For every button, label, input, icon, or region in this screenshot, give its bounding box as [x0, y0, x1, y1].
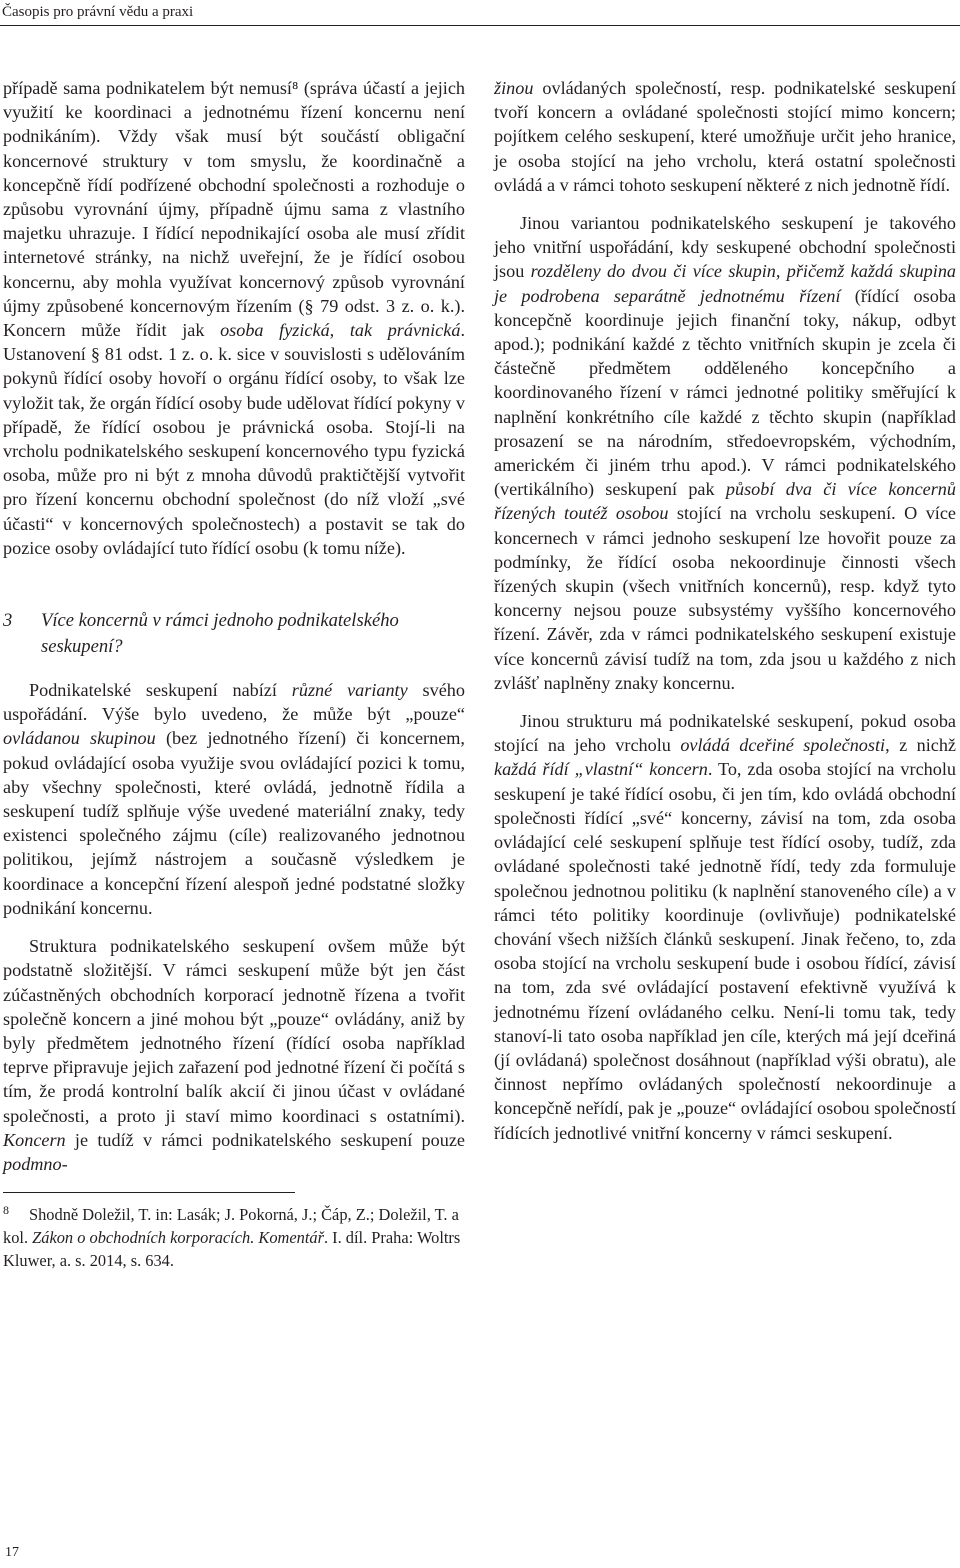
section-heading [3, 608, 465, 660]
paragraph-text: stojící na vrcholu seskupení. O více koncernech v rámci jednoho seskupení lze hovořit pouze za podmínky, že řídící osoba nekoordinuje činnosti všech řízených skupin (všech vnitřních koncernů), resp. když tyto koncerny nejsou pouze subsystémy vyššího koncernového řízení. Závěr, zda v rámci podnikatelského seskupení existuje více koncernů závisí tudíž na tom, zda jsou u každého z nich zvlášť naplněny znaky koncernu. [494, 503, 956, 693]
footnote-text: Shodně Doležil, T. in: Lasák; J. Pokorná, J.; Čáp, Z.; Doležil, T. a kol. [3, 1205, 459, 1248]
paragraph-italic: osoba fyzická, tak právnická [220, 320, 461, 341]
footnote-text: . I. díl. Praha: Woltrs Kluwer, a. s. 2014, s. 634. [3, 1228, 461, 1271]
paragraph-text: je tudíž v rámci podnikatelského seskupení pouze [65, 1129, 465, 1150]
paragraph-text: svého uspořádání. Výše bylo uvedeno, že může být „pouze“ [3, 680, 465, 725]
paragraph-text: . To, zda osoba stojící na vrcholu seskupení je také řídící osobu, či jen tím, kdo ovládá obchodní společnosti řídící „své“ koncerny, závisí na tom, zda osoba ovládající celé seskupení splňuje test řídící osoby, tudíž, zda ovládané společnosti také jednotně řídí, tedy zda formuluje společnou jednotnou politiku (k naplnění stanoveného cíle) a v rámci této politiky koordinuje (ovlivňuje) podnikatelské chování všech nižších článků seskupení. Jinak řečeno, to, zda osoba stojící na vrcholu seskupení bude i osobou řídící, závisí na tom, zda své ovládající postavení efektivně využívá k jednotnému řízení ovládaného celku. Není-li tomu tak, tedy stanoví-li tato osoba například jen cíle, kterých má její dceřiná (jí ovládaná) společnost dosáhnout (například výši obratu), ale činnost nepřímo ovládaných společností nekoordinuje a koncepčně neřídí, pak je „pouze“ ovládající osobou společností řídících jednotlivé vnitřní koncerny v rámci seskupení. [494, 759, 956, 1143]
paragraph [3, 678, 465, 920]
paragraph [494, 709, 956, 1145]
paragraph-italic: působí dva či více koncernů řízených toutéž osobou [494, 479, 956, 524]
paragraph-text: , z nichž [885, 735, 957, 756]
paragraph-italic: každá řídí „vlastní“ koncern [494, 759, 708, 780]
footnote-italic: Zákon o obchodních korporacích. Komentář [32, 1228, 324, 1248]
paragraph-text: případě sama podnikatelem být nemusí⁸ (správa účastí a jejich využití ke koordinaci a jednotnému řízení koncernu není podnikáním). Vždy však musí být součástí obligační koncernové struktury v tom smyslu, že koordinačně a koncepčně řídí podřízené obchodní společnosti a rozhoduje o způsobu vyrovnání újmy, případně újmu sama z vlastního majetku uhrazuje. I řídící nepodnikající osoba ale musí zřídit internetové stránky, na nichž uveřejní, že je řídící osobou koncernu, aby mohla využívat koncernový způsob vyrovnání újmy způsobené koncernovým řízením (§ 79 odst. 3 z. o. k.). Koncern může řídit jak [3, 78, 465, 341]
paragraph-text: Jinou variantou podnikatelského seskupení je takového jeho vnitřní uspořádání, kdy seskupené obchodní společnosti jsou [494, 213, 956, 282]
paragraph-text: Jinou strukturu má podnikatelské seskupení, pokud osoba stojící na jeho vrcholu [494, 711, 956, 756]
paragraph-text: Podnikatelské seskupení nabízí [29, 680, 292, 701]
section-title: Více koncernů v rámci jednoho podnikatelského seskupení? [41, 610, 399, 658]
paragraph-italic: rozděleny do dvou či více skupin, přičemž každá skupina je podrobena separátně jednotnému řízení [494, 261, 957, 306]
paragraph [494, 211, 956, 695]
paragraph-italic: ovládá dceřiné společnosti [680, 735, 886, 756]
paragraph-text: (řídící osoba koncepčně koordinuje jejich finanční toky, nákup, odbyt apod.); podnikání každé z těchto vnitřních skupin je zcela či částečně předmětem odděleného koncepčního a koordinovaného řízení v rámci jednotné politiky směřující k naplnění konkrétního cíle každé z těchto skupin (například prosazení se na národním, středoevropském, východním, americkém či jiném trhu apod.). V rámci podnikatelského (vertikálního) seskupení pak [494, 285, 956, 500]
paragraph-italic: ovládanou skupinou [3, 728, 156, 749]
page-number: 17 [5, 1545, 19, 1560]
paragraph-text: . Ustanovení § 81 odst. 1 z. o. k. sice v souvislosti s udělováním pokynů řídící osoby hovoří o orgánu řídící osoby, to však lze vyložit tak, že orgán řídící osoby bude udělovat řídící pokyny v případě, že řídící osobou je právnická osoba. Stojí-li na vrcholu podnikatelského seskupení koncernového typu fyzická osoba, může pro ni být z mnoha důvodů praktičtější vytvořit pro řízení koncernu obchodní společnost (do níž vloží „své účasti“ v koncernových společnostech) a postavit se tak do pozice osoby ovládající tuto řídící osobu (k tomu níže). [3, 320, 465, 558]
left-column [3, 76, 465, 1272]
paragraph-italic: podmno- [3, 1153, 68, 1174]
running-head [0, 0, 960, 24]
paragraph-text: (bez jednotného řízení) či koncernem, pokud ovládající osoba využije svou ovládající pozici k tomu, aby všechny společnosti, které ovládá, jednotně řídila a seskupení tudíž splňuje výše uvedené materiální znaky, tedy existenci společného zájmu (cíle) realizovaného jednotnou politikou, jejímž nástrojem a současně výsledkem je koordinace a koncepční řízení alespoň jedné podstatné složky podnikání koncernu. [3, 728, 465, 918]
header-rule [0, 25, 960, 26]
right-column [494, 76, 956, 1145]
paragraph [494, 76, 956, 197]
footnote-number: 8 [3, 1203, 9, 1218]
paragraph-text: Struktura podnikatelského seskupení ovšem může být podstatně složitější. V rámci seskupení může být jen část zúčastněných obchodních korporací jednotně řízena a tvořit společně koncern a jiné mohou být „pouze“ ovládány, aniž by byly předmětem jednotného řízení (řídící osoba například teprve připravuje jejich zařazení pod jednotné řízení či počítá s tím, že prodá kontrolní balík akcií či jinou účast v ovládané společnosti, a proto ji staví mimo koordinaci s ostatními). [3, 936, 465, 1126]
paragraph [3, 76, 465, 560]
paragraph-italic: Koncern [3, 1129, 66, 1150]
paragraph [3, 934, 465, 1176]
section-number: 3 [3, 610, 13, 632]
footnote-rule [3, 1192, 295, 1193]
journal-title: Časopis pro právní vědu a praxi [2, 4, 194, 20]
paragraph-italic: žinou [494, 78, 534, 98]
paragraph-italic: různé varianty [291, 680, 408, 701]
paragraph-text: ovládaných společností, resp. podnikatelské seskupení tvoří koncern a ovládané společnosti stojící mimo koncern; pojítkem celého seskupení, které umožňuje určit jeho hranice, je osoba stojící na jeho vrcholu, která ostatní společnosti ovládá a v rámci tohoto seskupení některé z nich jednotně řídí. [494, 78, 956, 195]
footnote [3, 1203, 465, 1272]
